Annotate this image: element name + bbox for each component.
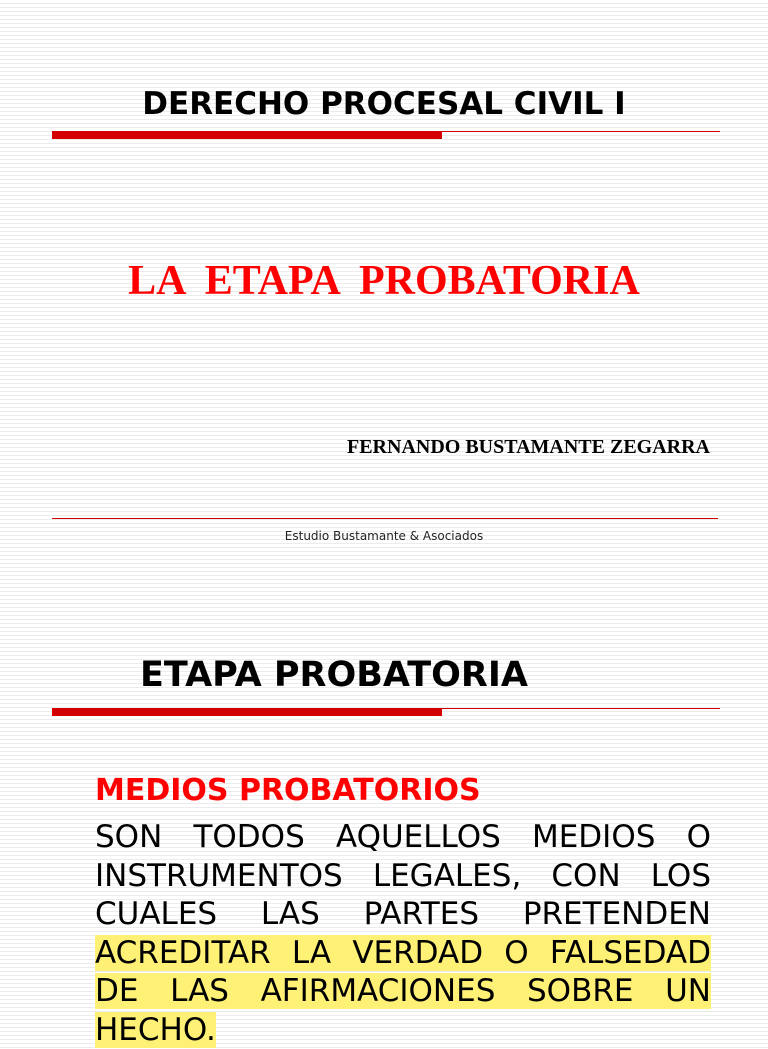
subheading: MEDIOS PROBATORIOS (95, 773, 481, 808)
body-line: SON TODOS AQUELLOS MEDIOS O (95, 818, 711, 857)
body-line-highlighted (95, 972, 711, 1011)
footer-text: Estudio Bustamante & Asociados (0, 529, 768, 543)
highlight: HECHO. (95, 1012, 216, 1048)
main-title: LA ETAPA PROBATORIA (0, 257, 768, 305)
body-line: INSTRUMENTOS LEGALES, CON LOS (95, 857, 711, 896)
highlight: ACREDITAR LA VERDAD O FALSEDAD (95, 935, 711, 971)
body-line-highlighted (95, 934, 711, 973)
slide-2 (0, 628, 768, 1024)
slide-title: ETAPA PROBATORIA (140, 655, 528, 695)
course-title: DERECHO PROCESAL CIVIL I (0, 86, 768, 122)
title-underline-thick (52, 131, 442, 139)
body-paragraph (95, 818, 711, 1049)
title-underline-thick (52, 708, 442, 716)
body-line-highlighted (95, 1011, 711, 1049)
title-underline-thin (442, 708, 720, 709)
highlight: DE LAS AFIRMACIONES SOBRE UN (95, 973, 711, 1009)
body-line: CUALES LAS PARTES PRETENDEN (95, 895, 711, 934)
title-underline-thin (442, 131, 720, 132)
author-name: FERNANDO BUSTAMANTE ZEGARRA (347, 436, 710, 459)
footer-divider (52, 518, 718, 519)
